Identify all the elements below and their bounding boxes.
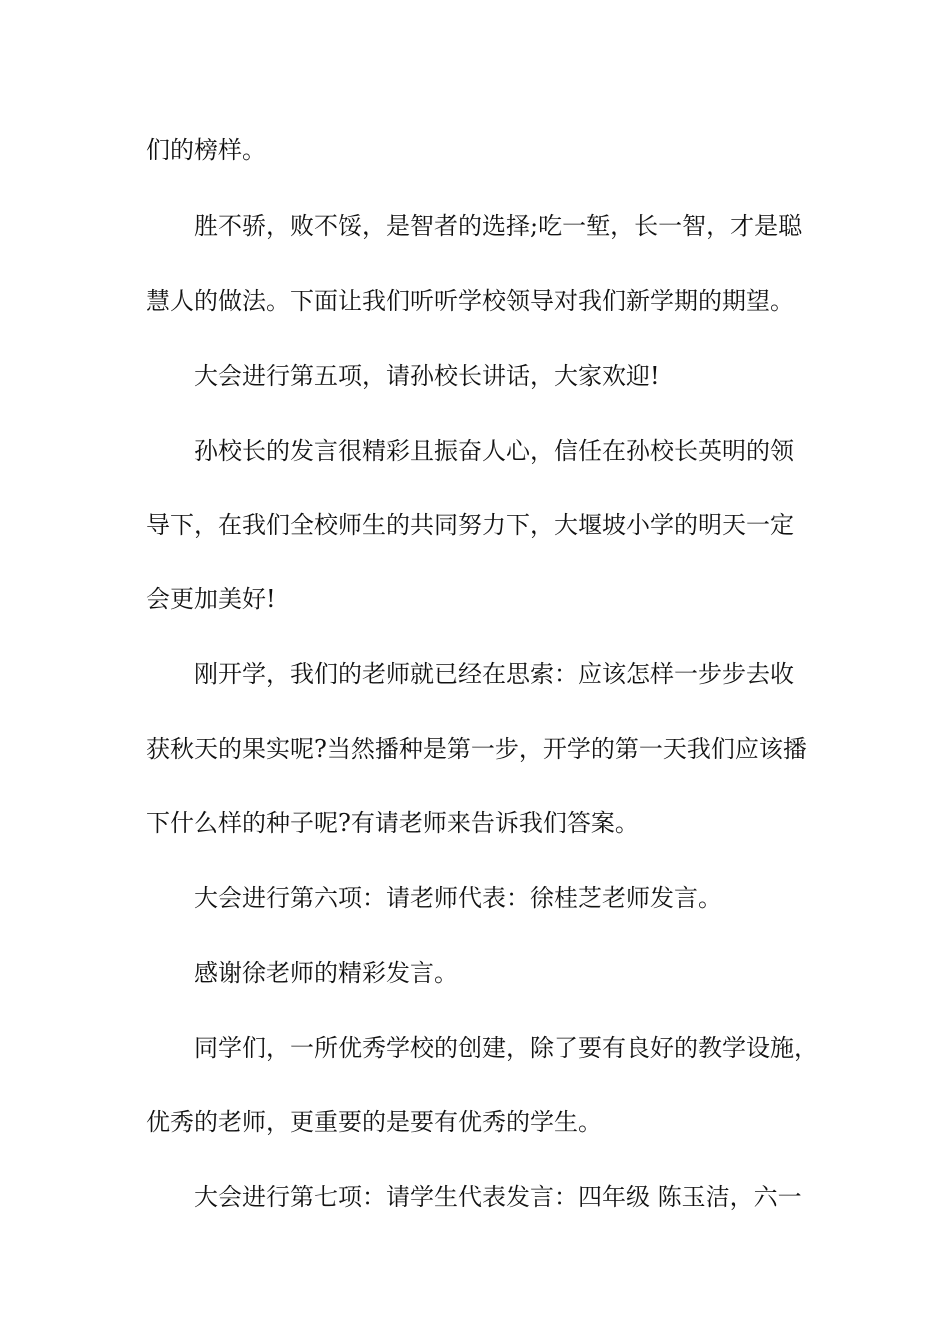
- text-line-14: 优秀的老师，更重要的是要有优秀的学生。: [146, 1108, 602, 1136]
- text-line-8: 刚开学，我们的老师就已经在思索：应该怎样一步步去收: [194, 660, 794, 688]
- text-line-15: 大会进行第七项：请学生代表发言：四年级 陈玉洁，六一: [194, 1183, 802, 1211]
- text-line-2: 胜不骄，败不馁，是智者的选择;吃一堑，长一智，才是聪: [194, 212, 803, 240]
- text-line-6: 导下，在我们全校师生的共同努力下，大堰坡小学的明天一定: [146, 511, 794, 539]
- text-line-13: 同学们，一所优秀学校的创建，除了要有良好的教学设施，: [194, 1034, 818, 1062]
- text-line-5: 孙校长的发言很精彩且振奋人心，信任在孙校长英明的领: [194, 437, 794, 465]
- text-line-12: 感谢徐老师的精彩发言。: [194, 959, 458, 987]
- text-line-1: 们的榜样。: [146, 136, 266, 164]
- text-line-7: 会更加美好!: [146, 585, 276, 613]
- text-line-4: 大会进行第五项，请孙校长讲话，大家欢迎!: [194, 362, 660, 390]
- text-line-11: 大会进行第六项：请老师代表：徐桂芝老师发言。: [194, 884, 722, 912]
- text-line-9: 获秋天的果实呢?当然播种是第一步，开学的第一天我们应该播: [146, 735, 807, 763]
- text-line-10: 下什么样的种子呢?有请老师来告诉我们答案。: [146, 809, 639, 837]
- text-line-3: 慧人的做法。下面让我们听听学校领导对我们新学期的期望。: [146, 287, 794, 315]
